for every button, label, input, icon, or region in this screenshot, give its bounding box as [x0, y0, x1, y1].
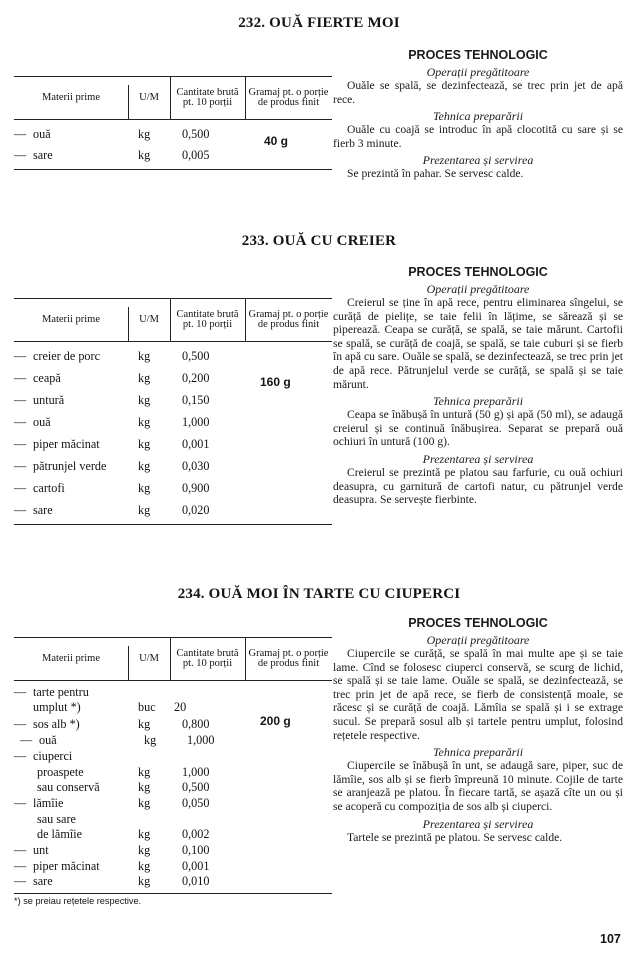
- section-text: Creierul se ține în apă rece, pentru eliminarea sîngelui, se curăță de pielițe, se taie felii în lățime, se sărează și se piperează. Ceapa se curăță, se spală, se taie mărunt. Cartofii se spală, se curăță de coajă, se spală, se taie cuburi și se fierb în apă cu sare. Ouăle se spală, se dezinfectează, se trec prin jet de apă rece. Pătrunjelul verde se curăță, se spală și se taie mărunt.: [333, 296, 623, 391]
- table-header: [14, 76, 332, 120]
- recipe-title: 233. OUĂ CU CREIER: [241, 233, 397, 249]
- section-text: Se prezintă în pahar. Se servesc calde.: [347, 167, 524, 181]
- section-heading: Prezentarea și servirea: [422, 153, 534, 168]
- ingredients-table: Materii prime U/M Cantitate brută pt. 10 porții Gramaj pt. o porție de produs finit — ouă kg 0,500 — sare kg 0,005 40 g: [14, 76, 332, 120]
- section-heading: Prezentarea și servirea: [422, 451, 534, 466]
- header-gramaj: Gramaj pt. o porție de produs finit: [248, 309, 329, 330]
- section-heading: Operații pregătitoare: [426, 633, 530, 647]
- header-um: U/M: [139, 314, 159, 325]
- footnote: *) se preiau rețetele respective.: [14, 896, 142, 906]
- portion-weight: 40 g: [264, 134, 289, 148]
- header-cantitate: Cantitate brută pt. 10 porții: [176, 309, 239, 330]
- process-heading: PROCES TEHNOLOGIC: [408, 616, 548, 630]
- process-heading: PROCES TEHNOLOGIC: [408, 265, 548, 279]
- section-heading: Tehnica preparării: [432, 745, 524, 760]
- ingredients-table: Materii prime U/M Cantitate brută pt. 10 porții Gramaj pt. o porție de produs finit — creier de porc kg 0,500 — ceapă kg 0,200 — untură kg 0,150 — ouă kg 1,000 — piper măcinat kg 0,001 — pătrunjel verde kg 0,030 — cartofi kg 0,900 — sare kg 0,020 160 g: [14, 298, 332, 342]
- section-heading: Prezentarea și servirea: [422, 816, 534, 831]
- header-cantitate: Cantitate brută pt. 10 porții: [176, 87, 239, 108]
- ingredients-table: Materii prime U/M Cantitate brută pt. 10 porții Gramaj pt. o porție de produs finit — tarte pentru umplut *) buc 20 — sos alb *) kg 0,800 — ouă kg 1,000 — ciuperci proaspete kg 1,000 sau conservă kg 0,500 — lămîie kg 0,050 sau sare de lămîie kg 0,002 — unt kg 0,100 — piper măcinat kg 0,001 — sare kg 0,010 200 g: [14, 637, 332, 681]
- section-text: Ciupercile se înăbușă în unt, se adaugă sare, piper, suc de lămîie, sos alb și se fierb împreună 10 minute. Cojile de tarte se aranjează pe platou. În fiecare tartă, se așază cîte un ou și se acoperă cu compoziția de sos alb și ciuperci.: [333, 759, 623, 813]
- header-gramaj: Gramaj pt. o porție de produs finit: [248, 648, 329, 669]
- header-gramaj: Gramaj pt. o porție de produs finit: [248, 87, 329, 108]
- header-um: U/M: [139, 92, 159, 103]
- page-number: 107: [600, 932, 621, 946]
- section-text: Ceapa se înăbușă în untură (50 g) și apă (50 ml), se adaugă creierul și se continuă înăbușirea. Separat se prepară ouă ochiuri în untură (100 g).: [333, 408, 623, 449]
- header-materii-prime: Materii prime: [41, 653, 101, 664]
- header-materii-prime: Materii prime: [41, 92, 101, 103]
- header-cantitate: Cantitate brută pt. 10 porții: [176, 648, 239, 669]
- table-header: [14, 298, 332, 342]
- process-block: [333, 48, 623, 181]
- process-heading: PROCES TEHNOLOGIC: [408, 48, 548, 62]
- portion-weight: 160 g: [260, 375, 291, 389]
- process-block: [333, 616, 623, 844]
- section-text: Creierul se prezintă pe platou sau farfurie, cu ouă ochiuri deasupra, cu garnitură de cartofi natur, cu pătrunjel verde deasupra. Se servește fierbinte.: [333, 465, 623, 507]
- section-heading: Operații pregătitoare: [426, 65, 530, 79]
- portion-weight: 200 g: [260, 714, 291, 728]
- section-heading: Tehnica preparării: [432, 394, 524, 409]
- recipe-title: 234. OUĂ MOI ÎN TARTE CU CIUPERCI: [177, 586, 461, 602]
- recipe-title: 232. OUĂ FIERTE MOI: [238, 15, 400, 31]
- header-materii-prime: Materii prime: [41, 314, 101, 325]
- section-text: Tartele se prezintă pe platou. Se servesc calde.: [347, 830, 563, 844]
- section-heading: Tehnica preparării: [432, 109, 524, 124]
- header-um: U/M: [139, 653, 159, 664]
- section-heading: Operații pregătitoare: [426, 282, 530, 296]
- table-header: [14, 637, 332, 681]
- section-text: Ciupercile se curăță, se spală în mai multe ape și se taie lame. Cînd se folosesc ciuperci conservă, se scurg de lichid, se spală și se taie lame. Ouăle se spală, se dezinfectează, se trec prin jet de apă rece, se fierb de consistență moale, se răcesc și se curăță de coajă. Lămîia se spală și i se extrage sucul. Se prepară sosul alb și tartele pentru umplut, folosind rețetele respective.: [333, 647, 623, 742]
- section-text: Ouăle cu coajă se introduc în apă clocotită cu sare și se fierb 3 minute.: [333, 123, 623, 150]
- process-block: [333, 265, 623, 507]
- section-text: Ouăle se spală, se dezinfectează, se trec prin jet de apă rece.: [333, 79, 623, 106]
